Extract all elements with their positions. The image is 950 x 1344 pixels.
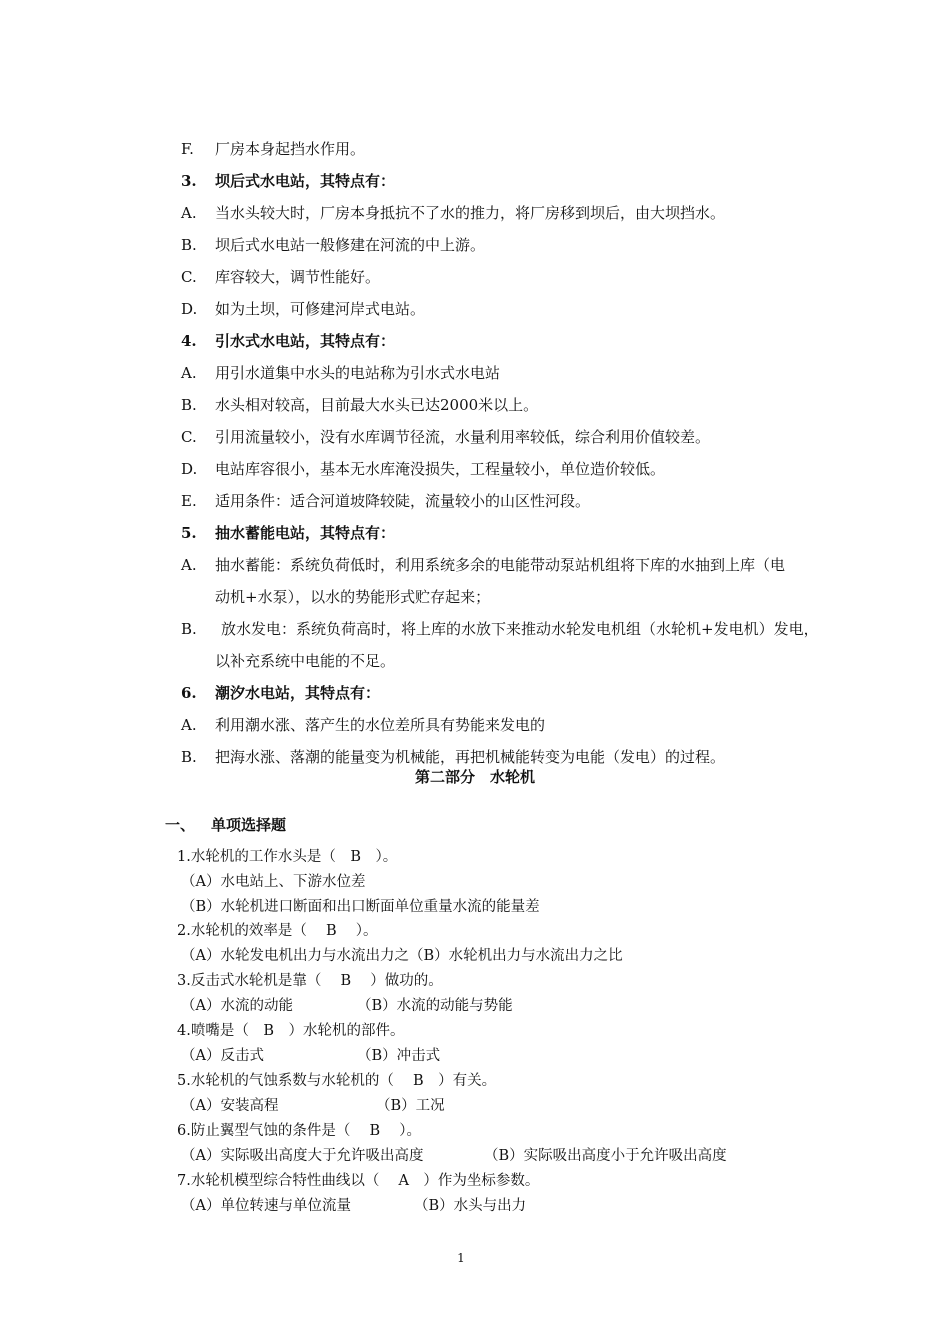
section-heading bbox=[181, 523, 395, 543]
item-text: 当水头较大时，厂房本身抵抗不了水的推力，将厂房移到坝后，由大坝挡水。 bbox=[215, 204, 726, 222]
item-label: B. bbox=[181, 748, 197, 766]
item-text: 把海水涨、落潮的能量变为机械能，再把机械能转变为电能（发电）的过程。 bbox=[215, 748, 726, 766]
item-label: A. bbox=[181, 204, 197, 222]
section-number: 一、 bbox=[165, 816, 196, 834]
option: （A）反击式 bbox=[181, 1048, 264, 1064]
section-number: 6. bbox=[181, 684, 197, 702]
item-label: D. bbox=[181, 460, 198, 478]
list-item bbox=[181, 747, 725, 767]
question: 5.水轮机的气蚀系数与水轮机的（ B ）有关。 bbox=[177, 1073, 497, 1089]
section-title: 潮汐水电站，其特点有： bbox=[215, 684, 381, 702]
list-item bbox=[181, 363, 500, 383]
item-label: D. bbox=[181, 300, 198, 318]
question: 3.反击式水轮机是靠（ B ）做功的。 bbox=[177, 973, 443, 989]
list-item bbox=[181, 235, 485, 255]
question: 1.水轮机的工作水头是（ B ）。 bbox=[177, 849, 398, 865]
section-title: 坝后式水电站，其特点有： bbox=[215, 172, 396, 190]
section-number: 5. bbox=[181, 524, 197, 542]
part-title: 第二部分 水轮机 bbox=[414, 768, 535, 786]
section-title: 引水式水电站，其特点有： bbox=[215, 332, 396, 350]
item-text: 抽水蓄能：系统负荷低时，利用系统多余的电能带动泵站机组将下库的水抽到上库（电 bbox=[215, 556, 786, 574]
section-heading bbox=[181, 331, 395, 351]
option: （A）实际吸出高度大于允许吸出高度 bbox=[181, 1148, 424, 1164]
item-text: 放水发电：系统负荷高时，将上库的水放下来推动水轮发电机组（水轮机+发电机）发电， bbox=[221, 620, 819, 638]
item-label: B. bbox=[181, 396, 197, 414]
item-text: 适用条件：适合河道坡降较陡，流量较小的山区性河段。 bbox=[215, 492, 591, 510]
section-title: 单项选择题 bbox=[211, 816, 287, 834]
item-label: A. bbox=[181, 364, 197, 382]
item-text: 利用潮水涨、落产生的水位差所具有势能来发电的 bbox=[215, 716, 546, 734]
item-continuation: 动机+水泵），以水的势能形式贮存起来； bbox=[215, 588, 491, 606]
item-label: A. bbox=[181, 716, 197, 734]
section-heading bbox=[181, 171, 395, 191]
item-continuation: 以补充系统中电能的不足。 bbox=[215, 652, 396, 670]
section-number: 3. bbox=[181, 172, 197, 190]
list-item bbox=[181, 299, 425, 319]
option: （B）水流的动能与势能 bbox=[357, 998, 513, 1014]
item-label: B. bbox=[181, 236, 197, 254]
section-number: 4. bbox=[181, 332, 197, 350]
option: （A）安装高程 bbox=[181, 1098, 279, 1114]
list-item bbox=[181, 203, 725, 223]
item-text: 引用流量较小，没有水库调节径流，水量利用率较低，综合利用价值较差。 bbox=[215, 428, 711, 446]
question: 2.水轮机的效率是（ B ）。 bbox=[177, 923, 378, 939]
option: （B）冲击式 bbox=[357, 1048, 441, 1064]
option: （A）水流的动能 bbox=[181, 998, 293, 1014]
item-text: 厂房本身起挡水作用。 bbox=[215, 140, 366, 158]
option: （B）实际吸出高度小于允许吸出高度 bbox=[484, 1148, 727, 1164]
option: （B）水轮机进口断面和出口断面单位重量水流的能量差 bbox=[181, 899, 540, 915]
page-number: 1 bbox=[457, 1251, 465, 1265]
item-label: C. bbox=[181, 268, 197, 286]
option: （B）水头与出力 bbox=[414, 1198, 527, 1214]
item-text: 用引水道集中水头的电站称为引水式水电站 bbox=[215, 364, 501, 382]
option: （A）水轮发电机出力与水流出力之（B）水轮机出力与水流出力之比 bbox=[181, 948, 623, 964]
list-item bbox=[181, 491, 590, 511]
item-text: 坝后式水电站一般修建在河流的中上游。 bbox=[215, 236, 486, 254]
item-label: C. bbox=[181, 428, 197, 446]
item-text: 水头相对较高，目前最大水头已达2000米以上。 bbox=[215, 396, 539, 414]
list-item bbox=[181, 459, 665, 479]
item-label: A. bbox=[181, 556, 197, 574]
list-item bbox=[181, 427, 710, 447]
list-item bbox=[181, 139, 365, 159]
question: 7.水轮机模型综合特性曲线以（ A ）作为坐标参数。 bbox=[177, 1173, 540, 1189]
option: （A）单位转速与单位流量 bbox=[181, 1198, 351, 1214]
section-heading bbox=[165, 815, 286, 835]
question: 4.喷嘴是（ B ）水轮机的部件。 bbox=[177, 1023, 405, 1039]
item-text: 库容较大，调节性能好。 bbox=[215, 268, 381, 286]
option: （B）工况 bbox=[376, 1098, 445, 1114]
item-text: 如为土坝，可修建河岸式电站。 bbox=[215, 300, 426, 318]
list-item bbox=[181, 555, 785, 575]
option: （A）水电站上、下游水位差 bbox=[181, 874, 366, 890]
item-text: 电站库容很小，基本无水库淹没损失，工程量较小，单位造价较低。 bbox=[215, 460, 666, 478]
list-item bbox=[181, 395, 538, 415]
section-heading bbox=[181, 683, 380, 703]
list-item bbox=[181, 619, 819, 639]
question: 6.防止翼型气蚀的条件是（ B ）。 bbox=[177, 1123, 421, 1139]
section-title: 抽水蓄能电站，其特点有： bbox=[215, 524, 396, 542]
item-label: B. bbox=[181, 620, 197, 638]
item-label: E. bbox=[181, 492, 197, 510]
list-item bbox=[181, 715, 545, 735]
list-item bbox=[181, 267, 380, 287]
item-label: F. bbox=[181, 140, 194, 158]
